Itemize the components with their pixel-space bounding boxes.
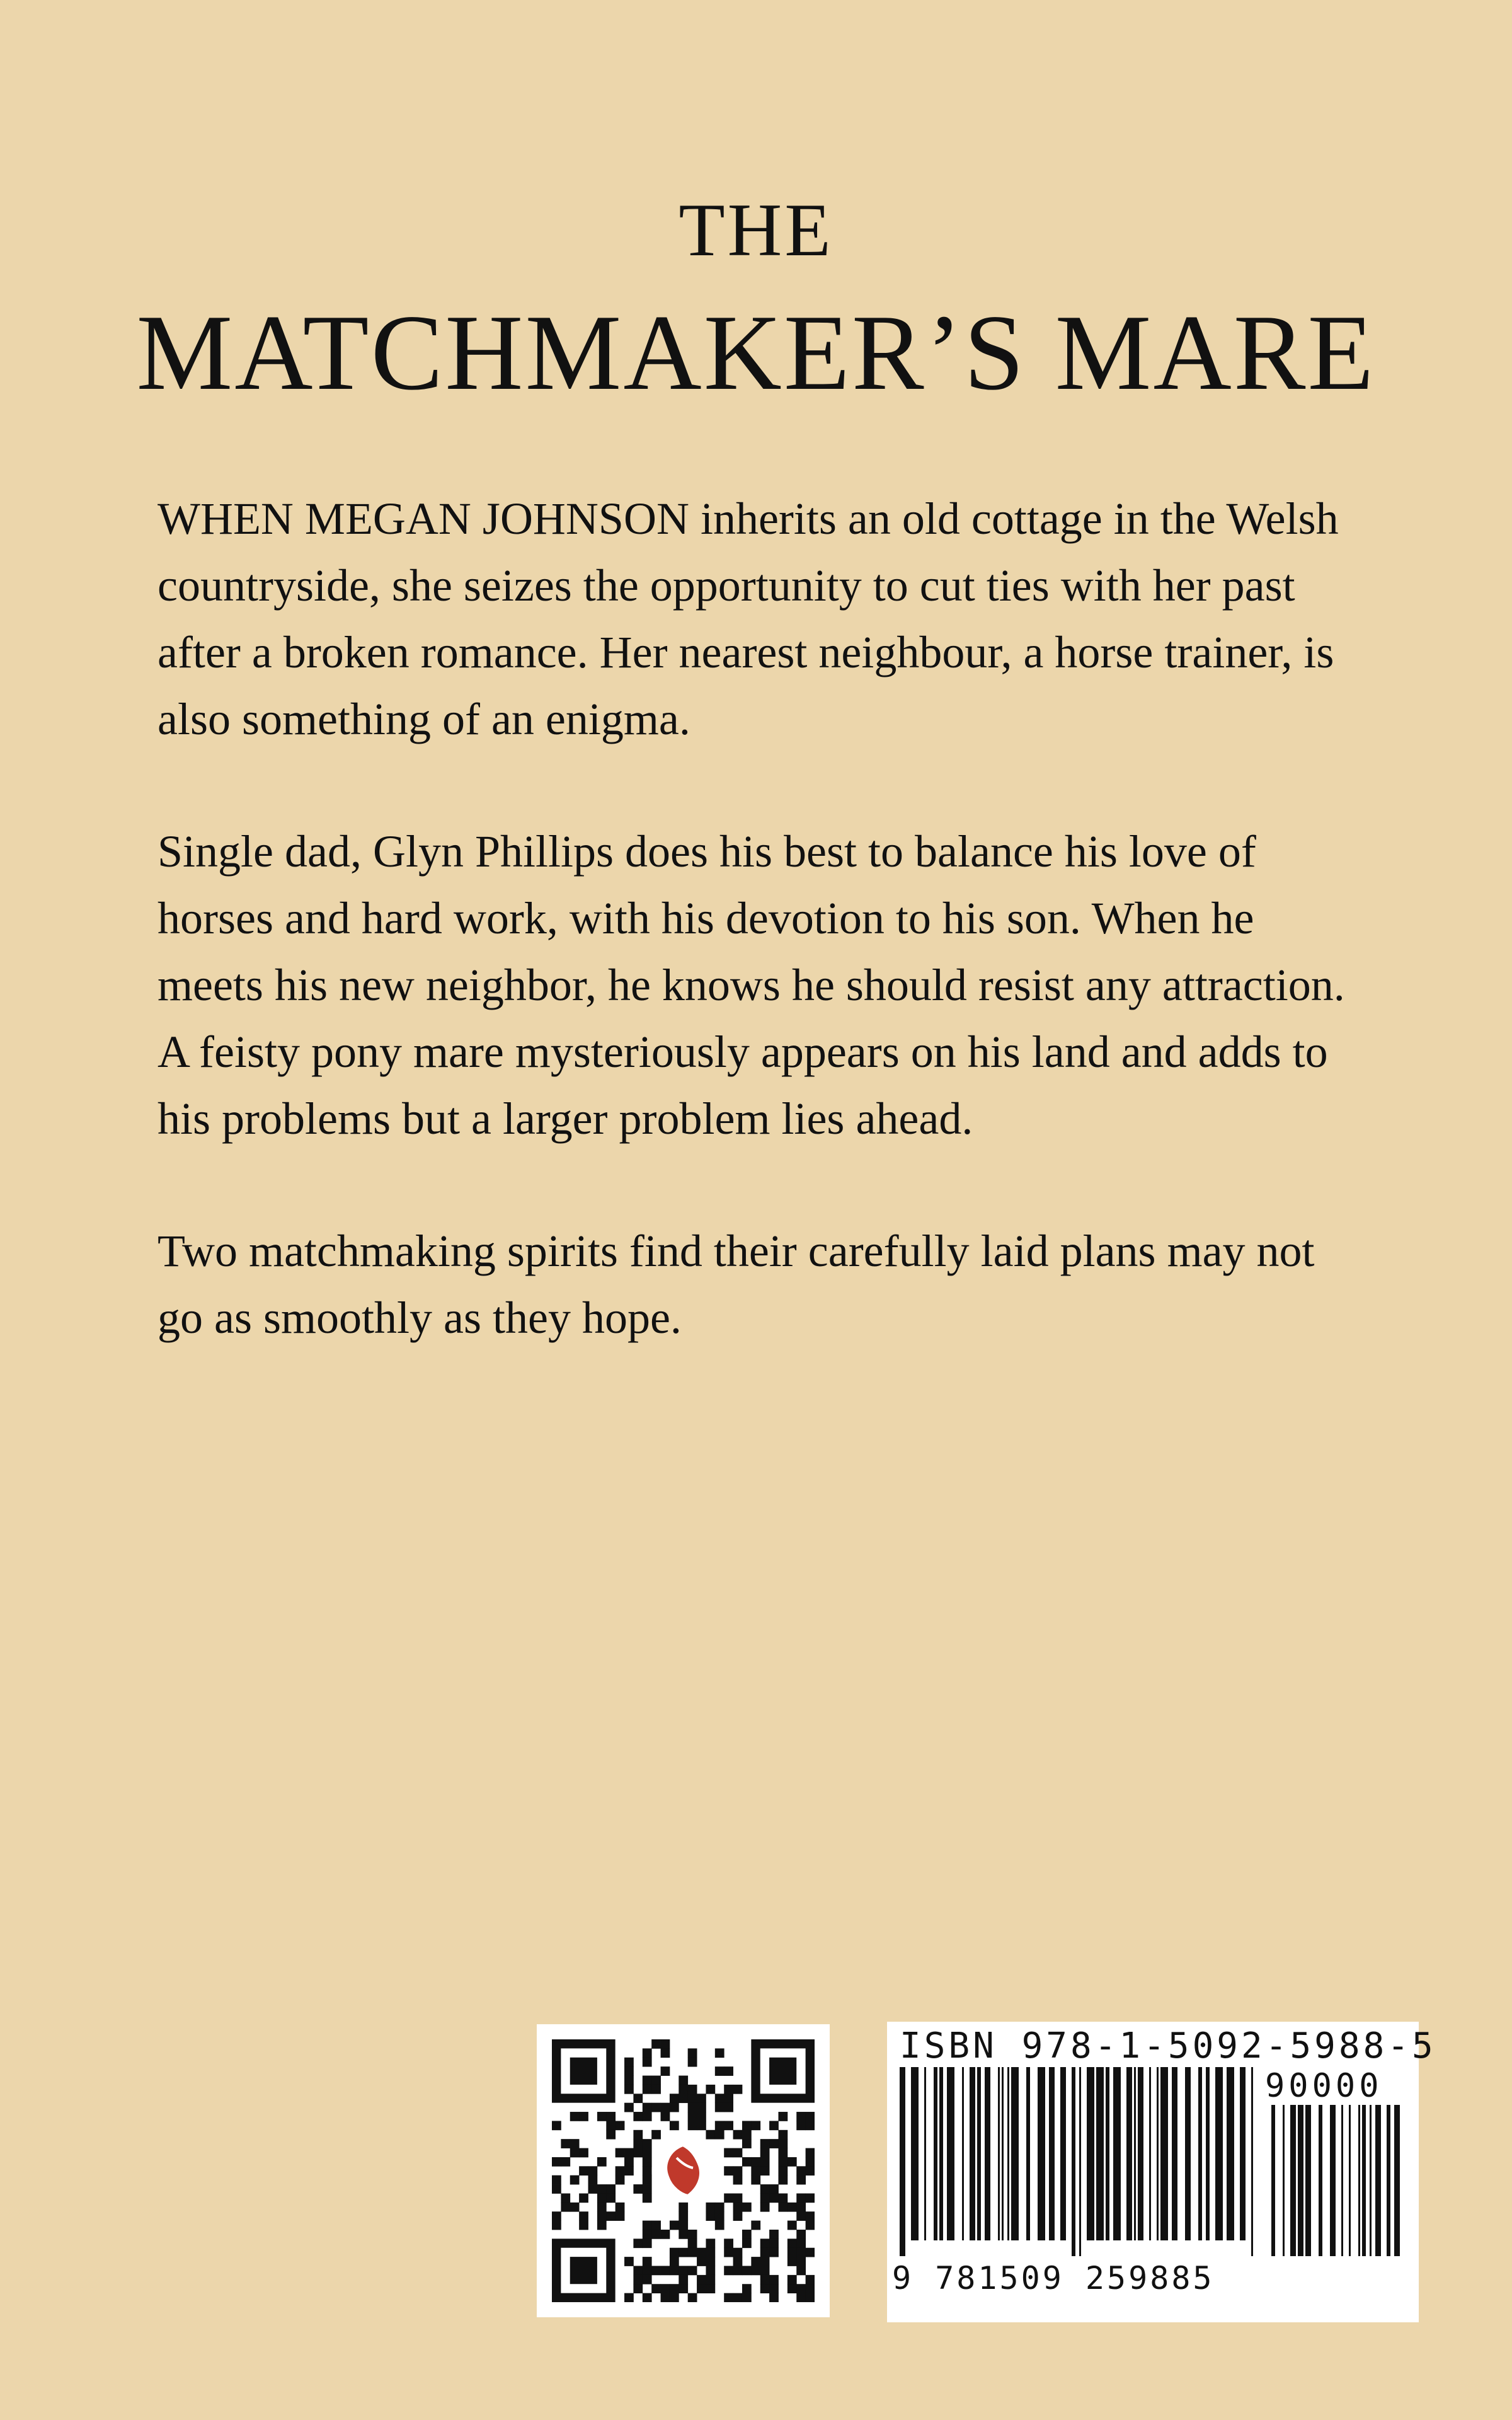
back-cover-blurb [158, 485, 1361, 1417]
title-line-the: THE [679, 188, 833, 272]
barcode-bar [1240, 2067, 1246, 2240]
barcode-bar [1002, 2067, 1004, 2240]
barcode-bar [1157, 2067, 1159, 2240]
addon-bar [1283, 2105, 1285, 2256]
barcode-bar [1079, 2067, 1081, 2256]
addon-bar [1349, 2105, 1351, 2256]
barcode-bar [1172, 2067, 1177, 2240]
blurb-paragraph-3: Two matchmaking spirits find their carefully laid plans may not go as smoothly as they hope. [158, 1226, 1315, 1343]
barcode-bar [1060, 2067, 1066, 2240]
qr-code-pattern [552, 2039, 815, 2302]
addon-bar [1375, 2105, 1381, 2256]
addon-bar [1290, 2105, 1296, 2256]
barcode-bar [1185, 2067, 1191, 2240]
book-title [0, 183, 1512, 416]
title-line-main: MATCHMAKER’S MARE [136, 293, 1376, 413]
barcode-bar [1007, 2067, 1009, 2240]
barcode-bar [1026, 2067, 1030, 2240]
barcode-bar [911, 2067, 919, 2240]
addon-bar [1298, 2105, 1303, 2256]
addon-bar [1394, 2105, 1400, 2256]
barcode-bar [939, 2067, 943, 2240]
barcode-bar [977, 2067, 981, 2240]
barcode-bar [985, 2067, 990, 2240]
addon-bar [1341, 2105, 1343, 2256]
price-code: 90000 [1265, 2067, 1383, 2105]
isbn-label: ISBN 978-1-5092-5988-5 [900, 2025, 1436, 2066]
barcode-bar [1149, 2067, 1151, 2240]
barcode-bar [1113, 2067, 1121, 2240]
barcode-bar [1206, 2067, 1210, 2240]
addon-bar [1370, 2105, 1372, 2256]
barcode-bar [1087, 2067, 1094, 2240]
barcode-bar [1126, 2067, 1132, 2240]
barcode-bar [924, 2067, 926, 2240]
barcode-bar [1106, 2067, 1109, 2240]
barcode-bar [962, 2067, 964, 2240]
addon-bar [1305, 2105, 1311, 2256]
barcode-bars [900, 2067, 1404, 2256]
barcode-bar [1096, 2067, 1104, 2240]
blurb-paragraph-1: WHEN MEGAN JOHNSON inherits an old cottage in the Welsh countryside, she seizes the opportunity to cut ties with her past after a broken romance. Her nearest neighbour, a horse trainer, is also something of an enigma. [158, 493, 1339, 744]
ean-digits: 9 781509 259885 [892, 2260, 1215, 2296]
addon-bar [1387, 2105, 1390, 2256]
barcode-bar [970, 2067, 975, 2240]
barcode-bar [1134, 2067, 1136, 2240]
barcode-bar [947, 2067, 954, 2240]
isbn-barcode [887, 2022, 1436, 2322]
barcode-bar [1227, 2067, 1234, 2240]
blurb-paragraph-2: Single dad, Glyn Phillips does his best to balance his love of horses and hard work, with his devotion to his son. When he meets his new neighbor, he knows he should resist any attraction. A feisty pony mare mysteriously appears on his land and adds to his problems but a larger problem lies ahead. [158, 826, 1345, 1144]
addon-bar [1358, 2105, 1360, 2256]
barcode-bar [1215, 2067, 1223, 2240]
barcode-bar [1072, 2067, 1075, 2256]
addon-bar [1330, 2105, 1336, 2256]
barcode-bar [1049, 2067, 1055, 2240]
barcode-bar [1038, 2067, 1045, 2240]
addon-bar [1362, 2105, 1366, 2256]
barcode-bar [998, 2067, 1000, 2240]
barcode-bar [1138, 2067, 1143, 2240]
barcode-bar [1198, 2067, 1202, 2240]
barcode-bar [1011, 2067, 1019, 2240]
addon-bar [1271, 2105, 1275, 2256]
barcode-bar [1251, 2067, 1253, 2256]
barcode-bar [900, 2067, 905, 2256]
qr-code [537, 2024, 830, 2317]
barcode-bar [934, 2067, 937, 2240]
addon-bar [1319, 2105, 1322, 2256]
barcode-bar [1160, 2067, 1168, 2240]
